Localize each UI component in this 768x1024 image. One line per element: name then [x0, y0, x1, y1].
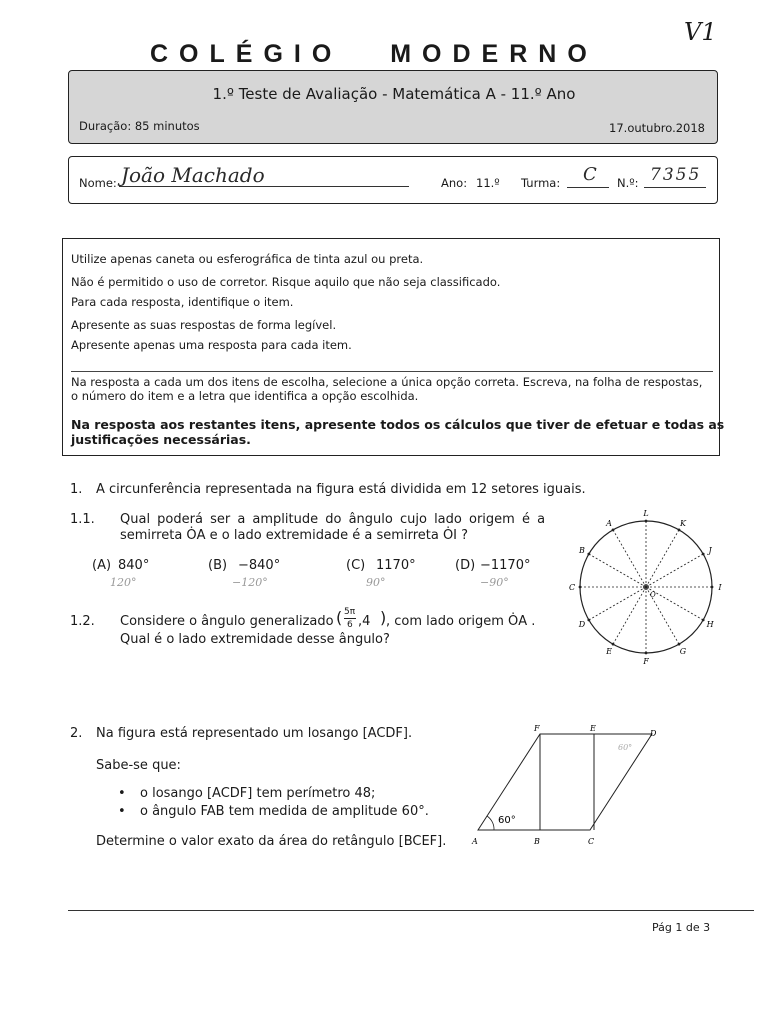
circle-point — [612, 528, 615, 531]
circle-point-label: D — [578, 620, 586, 629]
q1-1-number: 1.1. — [70, 512, 95, 527]
q1-2-line1b: , com lado origem ȮA . — [386, 614, 536, 629]
test-title: 1.º Teste de Avaliação - Matemática A - 11.º Ano — [212, 85, 576, 103]
angle-label: 60° — [498, 815, 516, 826]
radius-line — [589, 554, 646, 587]
q1-text: A circunferência representada na figura está dividida em 12 setores iguais. — [96, 482, 586, 497]
q2-known: Sabe-se que: — [96, 758, 181, 773]
option-c-note: 90° — [366, 576, 386, 589]
circle-point-label: I — [718, 583, 722, 592]
circle-point — [645, 520, 648, 523]
radius-line — [613, 587, 646, 644]
class-value: C — [583, 164, 597, 185]
instruction-line: Apresente as suas respostas de forma legível. — [71, 318, 337, 332]
angle-numerator: 5π — [344, 607, 356, 617]
circle-point — [678, 643, 681, 646]
radius-line — [646, 530, 679, 587]
choice-instruction-1: Na resposta a cada um dos itens de escolha, selecione a única opção correta. Escreva, na folha de respostas, — [71, 375, 703, 389]
instructions-divider — [71, 371, 713, 372]
option-b-note: −120° — [232, 576, 268, 589]
radius-line — [613, 530, 646, 587]
q2-bullet-2: o ângulo FAB tem medida de amplitude 60°. — [140, 804, 429, 819]
name-label: Nome: — [79, 176, 117, 190]
q2-number: 2. — [70, 726, 83, 741]
circle-point — [702, 619, 705, 622]
vertex-f: F — [534, 724, 540, 733]
bold-instruction-1: Na resposta aos restantes itens, apresente todos os cálculos que tiver de efetuar e todas as — [71, 417, 725, 432]
version-mark: V1 — [684, 18, 717, 46]
circle-point-label: B — [578, 546, 585, 555]
q1-1-line2: semirreta ȮA e o lado extremidade é a semirreta ȮI ? — [120, 528, 469, 543]
option-b-label: (B) — [208, 558, 228, 573]
instruction-line: Utilize apenas caneta ou esferográfica de tinta azul ou preta. — [71, 252, 424, 266]
circle-point — [579, 586, 582, 589]
class-label: Turma: — [521, 176, 561, 190]
instruction-line: Apresente apenas uma resposta para cada item. — [71, 338, 352, 352]
circle-point-label: E — [606, 647, 612, 657]
option-c-value: 1170° — [376, 558, 416, 573]
option-d-label: (D) — [455, 558, 476, 573]
rhombus-figure — [468, 722, 688, 852]
q1-number: 1. — [70, 482, 83, 497]
vertex-e: E — [590, 724, 596, 733]
q2-task: Determine o valor exato da área do retângulo [BCEF]. — [96, 834, 447, 849]
circle-point-label: C — [568, 583, 576, 592]
circle-point — [678, 528, 681, 531]
vertex-b: B — [534, 837, 540, 846]
circle-point-label: K — [680, 518, 686, 528]
q2-text: Na figura está representado um losango [ACDF]. — [96, 726, 413, 741]
option-a-label: (A) — [92, 558, 112, 573]
twelve-sector-circle — [569, 509, 722, 666]
circle-point — [702, 553, 705, 556]
q1-1-line1: Qual poderá ser a amplitude do ângulo cujo lado origem é a — [120, 512, 546, 527]
q1-2-number: 1.2. — [70, 614, 95, 629]
vertex-a: A — [472, 837, 478, 846]
q1-2-line2: Qual é o lado extremidade desse ângulo? — [120, 632, 390, 647]
name-field[interactable] — [119, 163, 409, 187]
circle-point — [711, 586, 714, 589]
number-field[interactable] — [644, 165, 706, 188]
circle-point-label: L — [643, 509, 649, 518]
year-label: Ano: — [441, 176, 468, 190]
circle-point-label: A — [606, 518, 612, 528]
circle-point-label: G — [679, 647, 687, 657]
vertex-c: C — [588, 837, 595, 846]
footer-divider — [68, 910, 754, 911]
bold-instruction-2: justificações necessárias. — [71, 432, 251, 447]
angle-rest: ,4 — [358, 614, 371, 629]
option-c-label: (C) — [346, 558, 366, 573]
circle-figure — [560, 505, 740, 675]
instruction-line: Não é permitido o uso de corretor. Risque aquilo que não seja classificado. — [71, 275, 501, 289]
option-d-note: −90° — [480, 576, 509, 589]
number-value: 7355 — [650, 165, 702, 185]
number-label: N.º: — [617, 176, 639, 190]
q1-2-line1a: Considere o ângulo generalizado — [120, 614, 334, 629]
option-b-value: −840° — [238, 558, 281, 573]
page-number: Pág 1 de 3 — [652, 921, 711, 934]
test-header-box — [68, 70, 718, 144]
radius-line — [646, 554, 703, 587]
vertex-d: D — [650, 729, 657, 738]
center-label: O — [650, 591, 656, 599]
choice-instruction-2: o número do item e a letra que identifica a opção escolhida. — [71, 389, 419, 403]
circle-point-label: F — [643, 657, 649, 666]
circle-point — [645, 652, 648, 655]
pencil-note: 60° — [618, 743, 633, 752]
circle-point-label: J — [708, 546, 712, 555]
duration: Duração: 85 minutos — [79, 119, 200, 133]
name-value: João Machado — [121, 163, 265, 187]
student-id-box — [68, 156, 718, 204]
q2-bullet-1: o losango [ACDF] tem perímetro 48; — [140, 786, 376, 801]
school-title: COLÉGIO MODERNO — [150, 40, 598, 68]
class-field[interactable] — [567, 164, 609, 188]
bullet-icon: • — [118, 786, 126, 801]
option-a-note: 120° — [110, 576, 137, 589]
circle-point — [612, 643, 615, 646]
circle-point — [587, 619, 590, 622]
option-a-value: 840° — [118, 558, 150, 573]
angle-denominator: 6 — [347, 620, 353, 630]
circle-point — [587, 553, 590, 556]
radius-line — [589, 587, 646, 620]
angle-arc — [487, 816, 494, 830]
test-date: 17.outubro.2018 — [609, 121, 705, 135]
circle-point-label: H — [706, 620, 714, 629]
instructions-box — [62, 238, 725, 456]
year-value: 11.º — [476, 176, 500, 190]
instruction-line: Para cada resposta, identifique o item. — [71, 295, 294, 309]
option-d-value: −1170° — [480, 558, 531, 573]
bullet-icon: • — [118, 804, 126, 819]
